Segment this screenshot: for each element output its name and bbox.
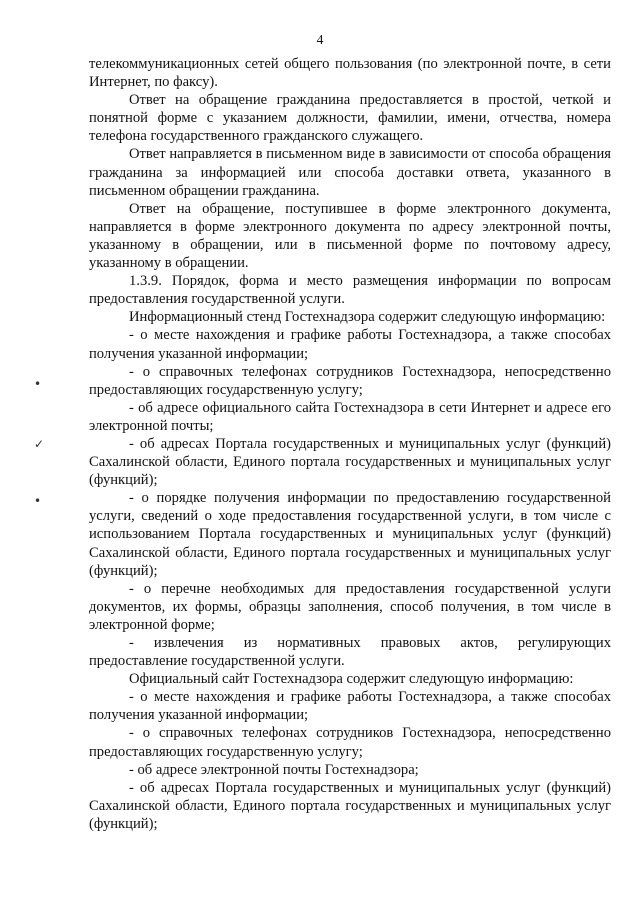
list-item: - об адресе официального сайта Гостехнадзора в сети Интернет и адресе его электронной почты; [89,399,611,434]
paragraph: Официальный сайт Гостехнадзора содержит следующую информацию: [129,671,574,688]
list-item: - о перечне необходимых для предоставления государственной услуги документов, их формы, образцы заполнения, способ получения, в том числе в электронной форме; [89,580,611,633]
list-item: - об адресе электронной почты Гостехнадзора; [129,761,419,778]
list-item: - о справочных телефонах сотрудников Гостехнадзора, непосредственно предоставляющих государственную услугу; [89,725,611,760]
margin-mark: ✓ [34,437,45,451]
list-item: - о месте нахождения и графике работы Гостехнадзора, а также способах получения указанной информации; [89,327,611,362]
paragraph: телекоммуникационных сетей общего пользования (по электронной почте, в сети Интернет, по факсу). [89,56,611,91]
page-number: 4 [316,32,324,47]
paragraph: Ответ на обращение, поступившее в форме электронного документа, направляется в форме электронного документа по адресу электронной почты, указанному в обращении, или в письменной форме по почтовому адресу, указанному в обращении. [89,200,611,272]
section-heading: 1.3.9. Порядок, форма и место размещения информации по вопросам предоставления государственной услуги. [89,273,611,308]
list-item: - о справочных телефонах сотрудников Гостехнадзора, непосредственно предоставляющих государственную услугу; [89,363,611,398]
list-item: - извлечения из нормативных правовых актов, регулирующих предоставление государственной услуги. [89,635,611,670]
margin-mark: • [34,377,42,391]
list-item: - об адресах Портала государственных и муниципальных услуг (функций) Сахалинской области, Единого портала государственных и муниципальных услуг (функций); [89,779,611,832]
paragraph: Ответ на обращение гражданина предоставляется в простой, четкой и понятной форме с указанием должности, фамилии, имени, отчества, номера телефона государственного гражданского служащего. [89,92,611,145]
list-item: - о порядке получения информации по предоставлению государственной услуги, сведений о ходе предоставления государственной услуги, в том числе с использованием Портала государственных и муниципальных услуг (функций) Сахалинской области, Единого портала государственных и муниципальных услуг (функций); [89,490,611,579]
paragraph: Ответ направляется в письменном виде в зависимости от способа обращения гражданина за информацией или способа доставки ответа, указанного в письменном обращении гражданина. [89,146,611,199]
paragraph: Информационный стенд Гостехнадзора содержит следующую информацию: [129,309,606,326]
margin-mark: • [34,494,42,508]
document-body [89,55,611,833]
list-item: - о месте нахождения и графике работы Гостехнадзора, а также способах получения указанной информации; [89,689,611,724]
list-item: - об адресах Портала государственных и муниципальных услуг (функций) Сахалинской области, Единого портала государственных и муниципальных услуг (функций); [89,435,611,489]
